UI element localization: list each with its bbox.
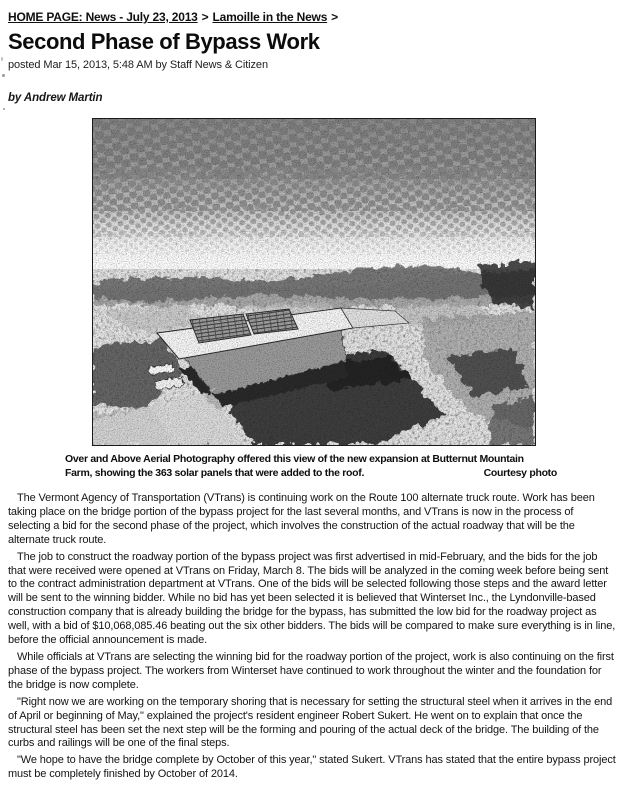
scan-speck (1, 57, 3, 61)
page-title: Second Phase of Bypass Work (8, 29, 320, 54)
article-paragraph: "Right now we are working on the temporary shoring that is necessary for setting the structural steel when it arrives in the end of April or beginning of May," explained the project's resident engineer Robert Sukert. He went on to explain that once the structural steel has been set the next step will be the forming and pouring of the actual deck of the bridge. The building of the curbs and railings will be one of the final steps. (8, 695, 613, 750)
author-byline: by Andrew Martin (8, 92, 103, 104)
photo-caption (65, 453, 557, 480)
breadcrumb-link-lamoille-news[interactable]: Lamoille in the News (212, 10, 328, 24)
article-paragraph: "We hope to have the bridge complete by October of this year," stated Sukert. VTrans has stated that the entire bypass project must be completely finished by October of 2014. (8, 754, 616, 781)
breadcrumb-separator: > (201, 10, 209, 24)
aerial-halftone-photo (93, 119, 535, 445)
article-paragraph: While officials at VTrans are selecting the winning bid for the roadway portion of the project, work is also continuing on the first phase of the bypass project. The workers from Winterset have continued to work throughout the winter and the foundation for the bridge is now complete. (8, 650, 614, 691)
breadcrumb-link-home-news[interactable]: HOME PAGE: News - July 23, 2013 (8, 10, 198, 24)
scan-speck (3, 108, 5, 110)
article-paragraph: The Vermont Agency of Transportation (VTrans) is continuing work on the Route 100 alternate truck route. Work has been taking place on the bridge portion of the bypass project for the last several months, and VTrans is now in the process of selecting a bid for the second phase of the project, which involves the construction of the actual roadway that will be the alternate truck route. (8, 492, 595, 546)
article-body (8, 492, 616, 782)
photo-caption-line1: Over and Above Aerial Photography offered this view of the new expansion at Butternut Mountain (65, 453, 524, 465)
photo-credit: Courtesy photo (483, 466, 557, 479)
photo-caption-line2: Farm, showing the 363 solar panels that were added to the roof. (65, 466, 365, 479)
breadcrumb-separator: > (331, 10, 338, 24)
article-photo-frame (92, 118, 536, 446)
posted-timestamp: posted Mar 15, 2013, 5:48 AM by Staff News & Citizen (8, 59, 268, 71)
breadcrumb (8, 10, 616, 24)
article-paragraph: The job to construct the roadway portion of the bypass project was first advertised in mid-February, and the bids for the job that were received were opened at VTrans on Friday, March 8. The bids will be analyzed in the coming week before being sent to the contract administration department at VTrans. One of the bids will be selected following those steps and the award letter will be sent to the winning bidder. While no bid has yet been selected it is believed that Winterset Inc., the Lyndonville-based construction company that is already building the bridge for the bypass, has submitted the low bid for the roadway project as well, with a bid of $10,068,085.46 beating out the six other bidders. The bids will be compared to make sure everything is in line, before the official announcement is made. (8, 550, 616, 647)
scan-speck (2, 74, 5, 77)
